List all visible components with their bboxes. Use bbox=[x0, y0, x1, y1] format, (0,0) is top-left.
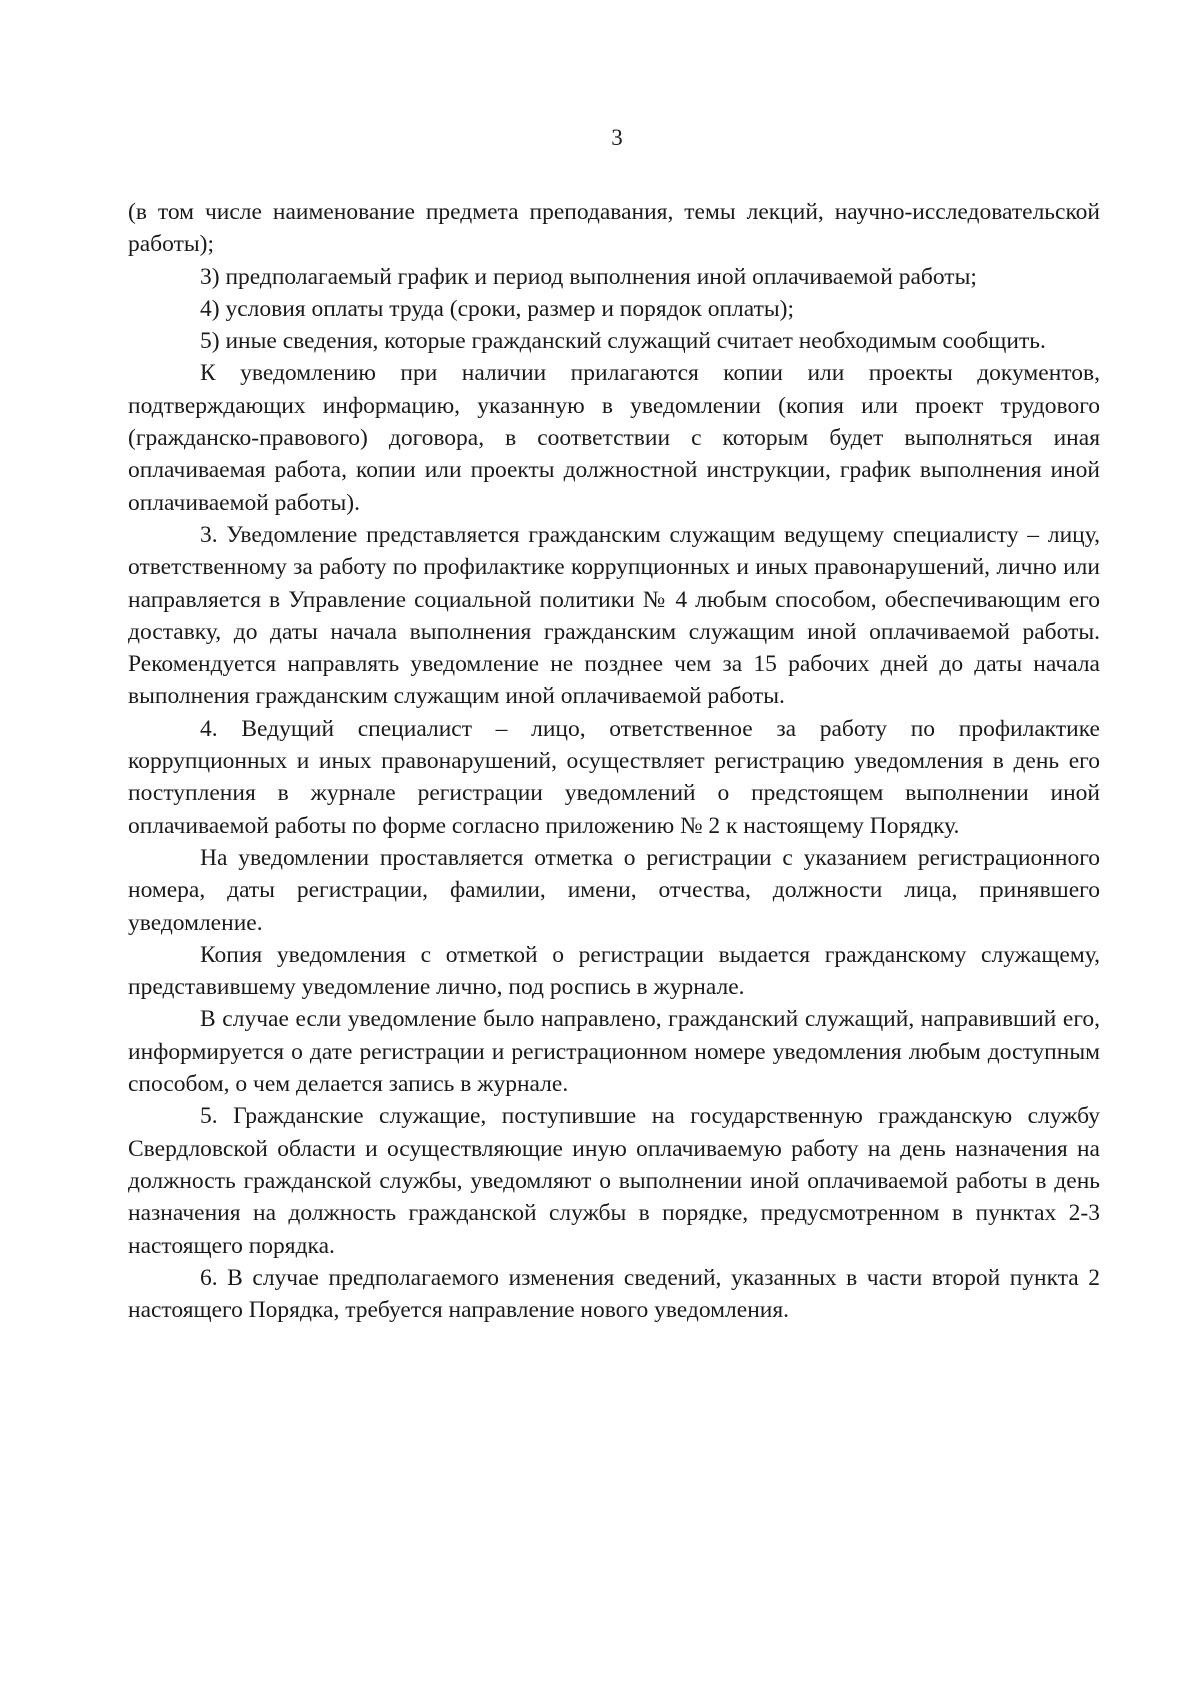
paragraph-section-6: 6. В случае предполагаемого изменения сведений, указанных в части второй пункта 2 настоящего Порядка, требуется направление нового уведомления. bbox=[128, 1264, 1100, 1324]
paragraph-section-3: 3. Уведомление представляется гражданским служащим ведущему специалисту – лицу, ответственному за работу по профилактике коррупционных и иных правонарушений, лично или направляется в Управление социальной политики № 4 любым способом, обеспечивающим его доставку, до даты начала выполнения гражданским служащим иной оплачиваемой работы. Рекомендуется направлять уведомление не позднее чем за 15 рабочих дней до даты начала выполнения гражданским служащим иной оплачиваемой работы. bbox=[128, 521, 1100, 710]
paragraph-registration-mark: На уведомлении проставляется отметка о регистрации с указанием регистрационного номера, даты регистрации, фамилии, имени, отчества, должности лица, принявшего уведомление. bbox=[128, 844, 1100, 936]
paragraph-continuation: (в том числе наименование предмета преподавания, темы лекций, научно-исследовательской работы); bbox=[128, 199, 1100, 258]
paragraph-section-4: 4. Ведущий специалист – лицо, ответственное за работу по профилактике коррупционных и иных правонарушений, осуществляет регистрацию уведомления в день его поступления в журнале регистрации уведомлений о предстоящем выполнении иной оплачиваемой работы по форме согласно приложению № 2 к настоящему Порядку. bbox=[128, 715, 1100, 839]
paragraph-item-4-payment: 4) условия оплаты труда (сроки, размер и порядок оплаты); bbox=[200, 295, 794, 322]
paragraph-copy-issued: Копия уведомления с отметкой о регистрации выдается гражданскому служащему, представившему уведомление лично, под роспись в журнале. bbox=[128, 941, 1100, 1001]
paragraph-notification-sent: В случае если уведомление было направлено, гражданский служащий, направивший его, информируется о дате регистрации и регистрационном номере уведомления любым доступным способом, о чем делается запись в журнале. bbox=[128, 1006, 1100, 1098]
paragraph-section-5: 5. Гражданские служащие, поступившие на государственную гражданскую службу Свердловской области и осуществляющие иную оплачиваемую работу на день назначения на должность гражданской службы, уведомляют о выполнении иной оплачиваемой работы в день назначения на должность гражданской службы в порядке, предусмотренном в пунктах 2-3 настоящего порядка. bbox=[128, 1103, 1100, 1259]
paragraph-item-5-other: 5) иные сведения, которые гражданский служащий считает необходимым сообщить. bbox=[200, 328, 1046, 355]
paragraph-attachments: К уведомлению при наличии прилагаются копии или проекты документов, подтверждающих информацию, указанную в уведомлении (копия или проект трудового (гражданско-правового) договора, в соответствии с которым будет выполняться иная оплачиваемая работа, копии или проекты должностной инструкции, график выполнения иной оплачиваемой работы). bbox=[128, 360, 1100, 516]
paragraph-item-3-schedule: 3) предполагаемый график и период выполнения иной оплачиваемой работы; bbox=[200, 263, 977, 290]
page-number: 3 bbox=[611, 125, 623, 150]
